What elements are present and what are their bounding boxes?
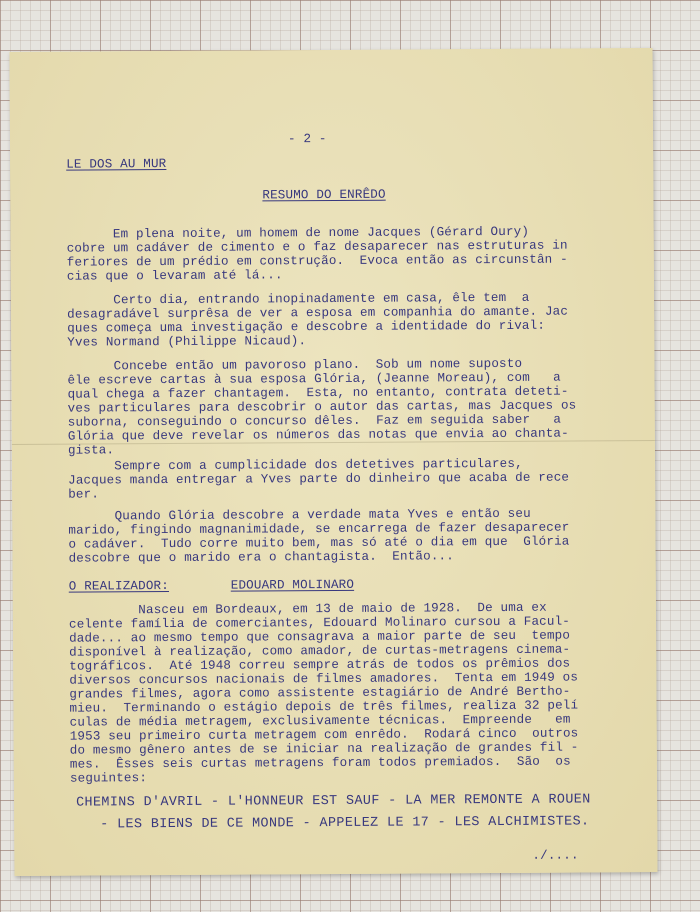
films-list-line-1: CHEMINS D'AVRIL - L'HONNEUR EST SAUF - LA MER REMONTE A ROUEN: [76, 792, 591, 811]
text-line: celente família de comerciantes, Edouard Molinaro cursou a Facul-: [68, 614, 571, 632]
director-label: O REALIZADOR:: [68, 579, 170, 594]
page-number: - 2 -: [287, 132, 327, 147]
text-line: feriores de um prédio em construção. Evoca então as circunstân -: [66, 252, 568, 270]
text-line: êle escreve cartas à sua esposa Glória, (Jeanne Moreau), com a: [67, 370, 561, 388]
text-line: mes. Êsses seis curtas metragens foram todos premiados. São os: [69, 754, 571, 772]
text-line: cias que o levaram até lá...: [66, 268, 283, 284]
text-line: Sempre com a cumplicidade dos detetives particulares,: [67, 456, 523, 474]
text-line: marido, fingindo magnanimidade, se encarrega de fazer desaparecer: [68, 520, 570, 538]
text-line: Yves Normand (Philippe Nicaud).: [67, 334, 307, 350]
text-line: Em plena noite, um homem de nome Jacques (Gérard Oury): [66, 224, 530, 242]
text-line: grandes filmes, agora como assistente estagiário de André Bertho-: [69, 684, 571, 702]
text-line: disponível à realização, como amador, de curtas-metragens cinema-: [69, 642, 571, 660]
film-title: LE DOS AU MUR: [66, 157, 167, 172]
text-line: mieu. Terminando o estágio depois de três filmes, realiza 32 pelí: [69, 698, 579, 716]
text-line: Nasceu em Bordeaux, em 13 de maio de 1928. De uma ex: [68, 600, 547, 618]
text-line: Certo dia, entrando inopinadamente em casa, êle tem a: [66, 290, 530, 308]
text-line: seguintes:: [69, 771, 148, 786]
text-line: cobre um cadáver de cimento e o faz desaparecer nas estruturas in: [66, 238, 568, 256]
text-line: culas de média metragem, exclusivamente técnicas. Empreende em: [69, 712, 571, 730]
text-line: o cadáver. Tudo corre muito bem, mas só até o dia em que Glória: [68, 534, 570, 552]
summary-heading: RESUMO DO ENRÊDO: [262, 187, 386, 203]
text-line: suborna, conseguindo o concurso dêles. Faz em seguida saber a: [67, 412, 562, 430]
text-line: ves particulares para descobrir o autor das cartas, mas Jacques os: [67, 398, 577, 416]
typed-document-page: [9, 48, 657, 876]
text-line: 1953 seu primeiro curta metragem com enrêdo. Rodará cinco outros: [69, 726, 579, 744]
text-line: Jacques manda entregar a Yves parte do dinheiro que acaba de rece: [68, 470, 570, 488]
text-line: gista.: [67, 443, 115, 458]
text-line: desagradável surprêsa de ver a esposa em companhia do amante. Jac: [67, 304, 569, 322]
films-list-line-2: - LES BIENS DE CE MONDE - APPELEZ LE 17 - LES ALCHIMISTES.: [100, 814, 590, 833]
text-line: Glória que deve revelar os números das notas que envia ao chanta-: [67, 426, 569, 444]
text-line: do mesmo gênero antes de se iniciar na realização de grandes fil -: [69, 740, 579, 758]
text-line: Concebe então um pavoroso plano. Sob um nome suposto: [67, 356, 523, 374]
director-name: EDOUARD MOLINARO: [230, 577, 355, 593]
text-line: ber.: [68, 487, 100, 502]
text-line: dade... ao mesmo tempo que consagrava a maior parte de seu tempo: [69, 628, 571, 646]
text-line: Quando Glória descobre a verdade mata Yves e então seu: [68, 506, 531, 524]
continuation-mark: ./....: [532, 848, 579, 863]
text-line: descobre que o marido era o chantagista. Então...: [68, 549, 454, 566]
text-line: ques começa uma investigação e descobre a identidade do rival:: [67, 318, 546, 336]
text-line: tográficos. Até 1948 correu sempre atrás de todos os prêmios dos: [69, 656, 571, 674]
text-line: diversos concursos nacionais de filmes amadores. Tenta em 1949 os: [69, 670, 579, 688]
text-line: qual chega a fazer chantagem. Esta, no entanto, contrata deteti-: [67, 384, 569, 402]
